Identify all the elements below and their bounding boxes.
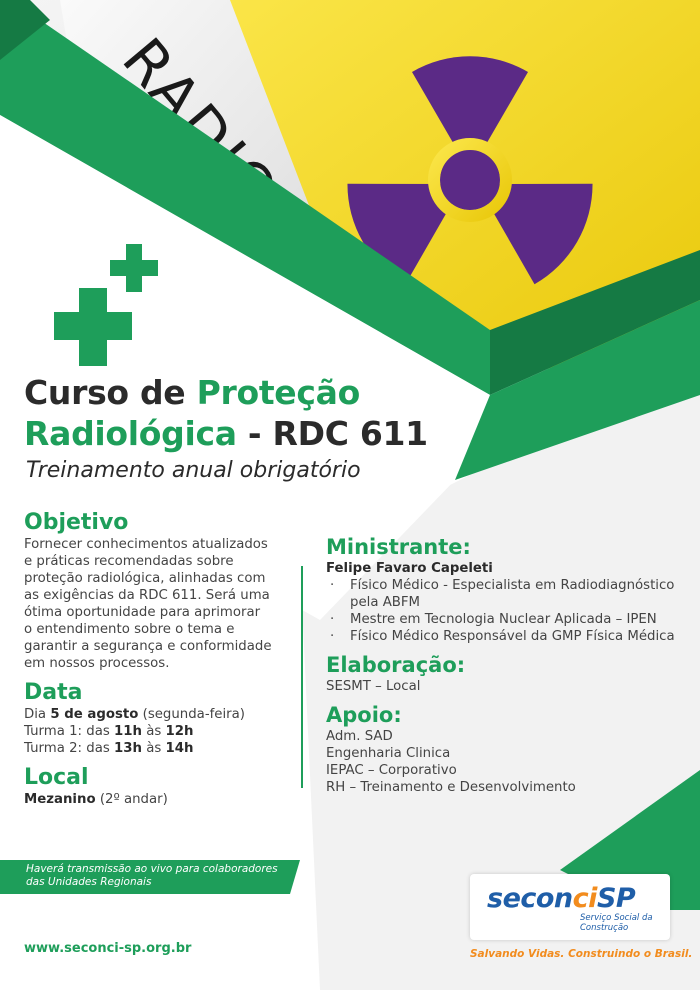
objetivo-text: Fornecer conhecimentos atualizados e práticas recomendadas sobre proteção radiológica, alinhadas com as exigências da RDC 611. Será uma ótima oportunidade para aprimorar o entendimento sobre o tema e garantir a segurança e conformidade em nossos processos.	[24, 537, 272, 671]
left-column	[24, 510, 279, 808]
turma1-prefix: Turma 1: das	[24, 724, 115, 739]
column-divider	[301, 566, 303, 788]
website-link[interactable]: www.seconci-sp.org.br	[24, 941, 192, 956]
title-line2-a: Radiológica	[24, 414, 237, 453]
local-place-floor: (2º andar)	[95, 792, 168, 807]
data-heading: Data	[24, 680, 83, 705]
title-line2-b: - RDC 611	[236, 414, 428, 453]
title-line1-a: Curso de	[24, 373, 197, 412]
elaboracao-section	[326, 652, 686, 695]
list-item: RH – Treinamento e Desenvolvimento	[326, 780, 576, 795]
elaboracao-heading: Elaboração:	[326, 653, 466, 677]
logo-part3: SP	[596, 883, 636, 914]
ministrante-heading: Ministrante:	[326, 535, 471, 559]
local-place-name: Mezanino	[24, 792, 96, 807]
turma1-end: 12h	[165, 724, 194, 739]
apoio-heading: Apoio:	[326, 703, 402, 727]
list-item: Engenharia Clinica	[326, 746, 451, 761]
elaboracao-text: SESMT – Local	[326, 679, 421, 694]
ministrante-credentials	[326, 577, 686, 645]
objetivo-heading: Objetivo	[24, 510, 129, 535]
objetivo-section	[24, 510, 279, 672]
turma2-mid: às	[142, 741, 166, 756]
local-section	[24, 765, 279, 808]
turma2-start: 13h	[114, 741, 142, 756]
page-subtitle: Treinamento anual obrigatório	[26, 458, 361, 483]
data-day-suffix: (segunda-feira)	[138, 707, 245, 722]
list-item: Adm. SAD	[326, 729, 393, 744]
turma1-mid: às	[142, 724, 166, 739]
data-day	[24, 706, 279, 723]
data-day-date: 5 de agosto	[50, 707, 139, 722]
seconci-logo	[487, 883, 635, 914]
ministrante-name-text: Felipe Favaro Capeleti	[326, 561, 493, 576]
right-column	[326, 534, 686, 796]
local-heading: Local	[24, 765, 89, 790]
turma2-prefix: Turma 2: das	[24, 741, 115, 756]
logo-subtitle: Serviço Social da Construção	[580, 913, 653, 933]
slogan: Salvando Vidas. Construindo o Brasil.	[470, 948, 693, 960]
ministrante-section	[326, 534, 686, 645]
logo-part1: secon	[487, 883, 573, 914]
list-item: · Físico Médico - Especialista em Radiodiagnóstico pela ABFM	[326, 577, 686, 611]
turma1-start: 11h	[114, 724, 142, 739]
data-day-prefix: Dia	[24, 707, 51, 722]
logo-part2: ci	[572, 883, 597, 914]
data-turma1	[24, 723, 279, 740]
list-item: · Físico Médico Responsável da GMP Física Médica	[326, 628, 686, 645]
page-title	[24, 372, 428, 454]
apoio-section	[326, 702, 686, 796]
ministrante-name	[326, 560, 686, 577]
title-line1-b: Proteção	[196, 373, 360, 412]
list-item: IEPAC – Corporativo	[326, 763, 457, 778]
local-place	[24, 791, 279, 808]
list-item: · Mestre em Tecnologia Nuclear Aplicada – IPEN	[326, 611, 686, 628]
turma2-end: 14h	[165, 741, 194, 756]
live-transmission-banner-text: Haverá transmissão ao vivo para colaboradores das Unidades Regionais	[26, 863, 278, 888]
data-turma2	[24, 740, 279, 757]
data-section	[24, 680, 279, 757]
